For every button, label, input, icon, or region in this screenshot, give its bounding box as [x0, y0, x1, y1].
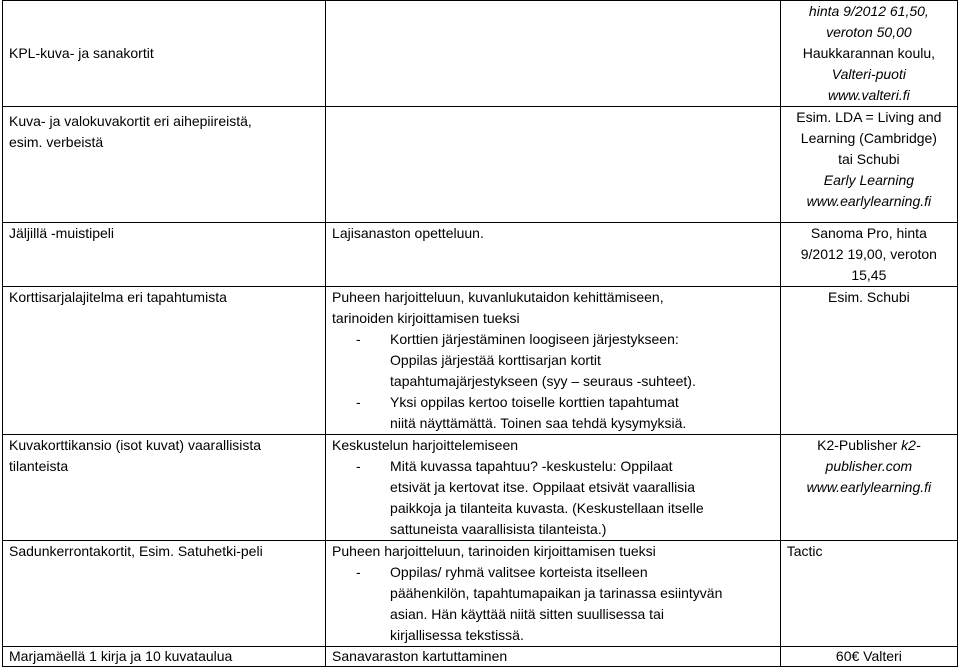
- price-line: hinta 9/2012 61,50,: [808, 3, 929, 19]
- usage-bullet-list: [332, 456, 774, 540]
- material-cell: [3, 1, 326, 107]
- material-name: Marjamäellä 1 kirja ja 10 kuvataulua: [9, 648, 233, 664]
- usage-bullet-list: [332, 329, 774, 434]
- source-line: Esim. Schubi: [828, 289, 910, 305]
- source-line: Tactic: [786, 543, 823, 559]
- material-cell: [3, 647, 326, 667]
- materials-table: [2, 0, 958, 667]
- usage-text: Sanavaraston kartuttaminen: [332, 648, 508, 664]
- source-cell: [780, 647, 957, 667]
- list-item: - Korttien järjestäminen loogiseen järjestykseen: Oppilas järjestää korttisarjan kortit tapahtumajärjestykseen (syy – seuraus -suhteet).: [332, 329, 774, 392]
- source-link[interactable]: publisher.com: [825, 458, 913, 474]
- material-name: Korttisarjalajitelma eri tapahtumista: [9, 289, 227, 305]
- material-cell: [3, 435, 326, 541]
- list-item: - Mitä kuvassa tapahtuu? -keskustelu: Oppilaat etsivät ja kertovat itse. Oppilaat etsivät vaarallisia paikkoja ja tilanteita kuvasta. (Keskustellaan itselle sattuneista vaarallisista tilanteista.): [332, 456, 774, 540]
- source-line: 15,45: [851, 267, 887, 283]
- material-name: Kuvakorttikansio (isot kuvat) vaarallisista: [9, 437, 262, 453]
- usage-cell: [326, 287, 781, 435]
- table-row: [3, 1, 958, 107]
- source-link[interactable]: www.valteri.fi: [828, 87, 910, 103]
- material-name: Jäljillä -muistipeli: [9, 225, 115, 241]
- source-cell: [780, 435, 957, 541]
- material-name: Kuva- ja valokuvakortit eri aihepiireistä,: [9, 113, 252, 129]
- usage-text: Puheen harjoitteluun, kuvanlukutaidon kehittämiseen,: [332, 289, 664, 305]
- material-cell: [3, 541, 326, 647]
- source-line: tai Schubi: [838, 151, 900, 167]
- source-line: 9/2012 19,00, veroton: [800, 246, 937, 262]
- source-cell: [780, 107, 957, 223]
- table-row: [3, 287, 958, 435]
- source-line: Valteri-puoti: [831, 66, 906, 82]
- source-line: Sanoma Pro, hinta: [810, 225, 927, 241]
- table-row: [3, 223, 958, 287]
- source-line: 60€ Valteri: [835, 648, 902, 664]
- material-name: KPL-kuva- ja sanakortit: [9, 45, 154, 61]
- source-line: K2-Publisher k2-: [817, 437, 921, 453]
- table-row: [3, 107, 958, 223]
- material-cell: [3, 287, 326, 435]
- usage-text: Puheen harjoitteluun, tarinoiden kirjoittamisen tueksi: [332, 543, 656, 559]
- table-row: [3, 435, 958, 541]
- source-cell: [780, 287, 957, 435]
- usage-text: Keskustelun harjoittelemiseen: [332, 437, 519, 453]
- table-row: [3, 541, 958, 647]
- usage-cell: [326, 541, 781, 647]
- source-line: Haukkarannan koulu,: [802, 45, 936, 61]
- source-cell: [780, 223, 957, 287]
- material-name: esim. verbeistä: [9, 134, 104, 150]
- material-name: Sadunkerrontakortit, Esim. Satuhetki-peli: [9, 543, 263, 559]
- usage-cell: [326, 1, 781, 107]
- usage-text: Lajisanaston opetteluun.: [332, 225, 484, 241]
- usage-cell: [326, 107, 781, 223]
- source-line: Early Learning: [823, 172, 915, 188]
- table-row: [3, 647, 958, 667]
- usage-cell: [326, 435, 781, 541]
- source-cell: [780, 541, 957, 647]
- source-cell: [780, 1, 957, 107]
- price-line: veroton 50,00: [826, 24, 912, 40]
- usage-text: tarinoiden kirjoittamisen tueksi: [332, 310, 520, 326]
- usage-cell: [326, 647, 781, 667]
- material-cell: [3, 223, 326, 287]
- source-link[interactable]: www.earlylearning.fi: [806, 193, 932, 209]
- list-item: - Yksi oppilas kertoo toiselle korttien tapahtumat niitä näyttämättä. Toinen saa tehdä kysymyksiä.: [332, 392, 774, 434]
- source-line: Esim. LDA = Living and: [796, 109, 942, 125]
- usage-bullet-list: [332, 562, 774, 646]
- material-name: tilanteista: [9, 458, 69, 474]
- list-item: - Oppilas/ ryhmä valitsee korteista itselleen päähenkilön, tapahtumapaikan ja tarinassa esiintyvän asian. Hän käyttää niitä sitten suullisessa tai kirjallisessa tekstissä.: [332, 562, 774, 646]
- material-cell: [3, 107, 326, 223]
- source-line: Learning (Cambridge): [800, 130, 937, 146]
- usage-cell: [326, 223, 781, 287]
- source-link[interactable]: www.earlylearning.fi: [806, 479, 932, 495]
